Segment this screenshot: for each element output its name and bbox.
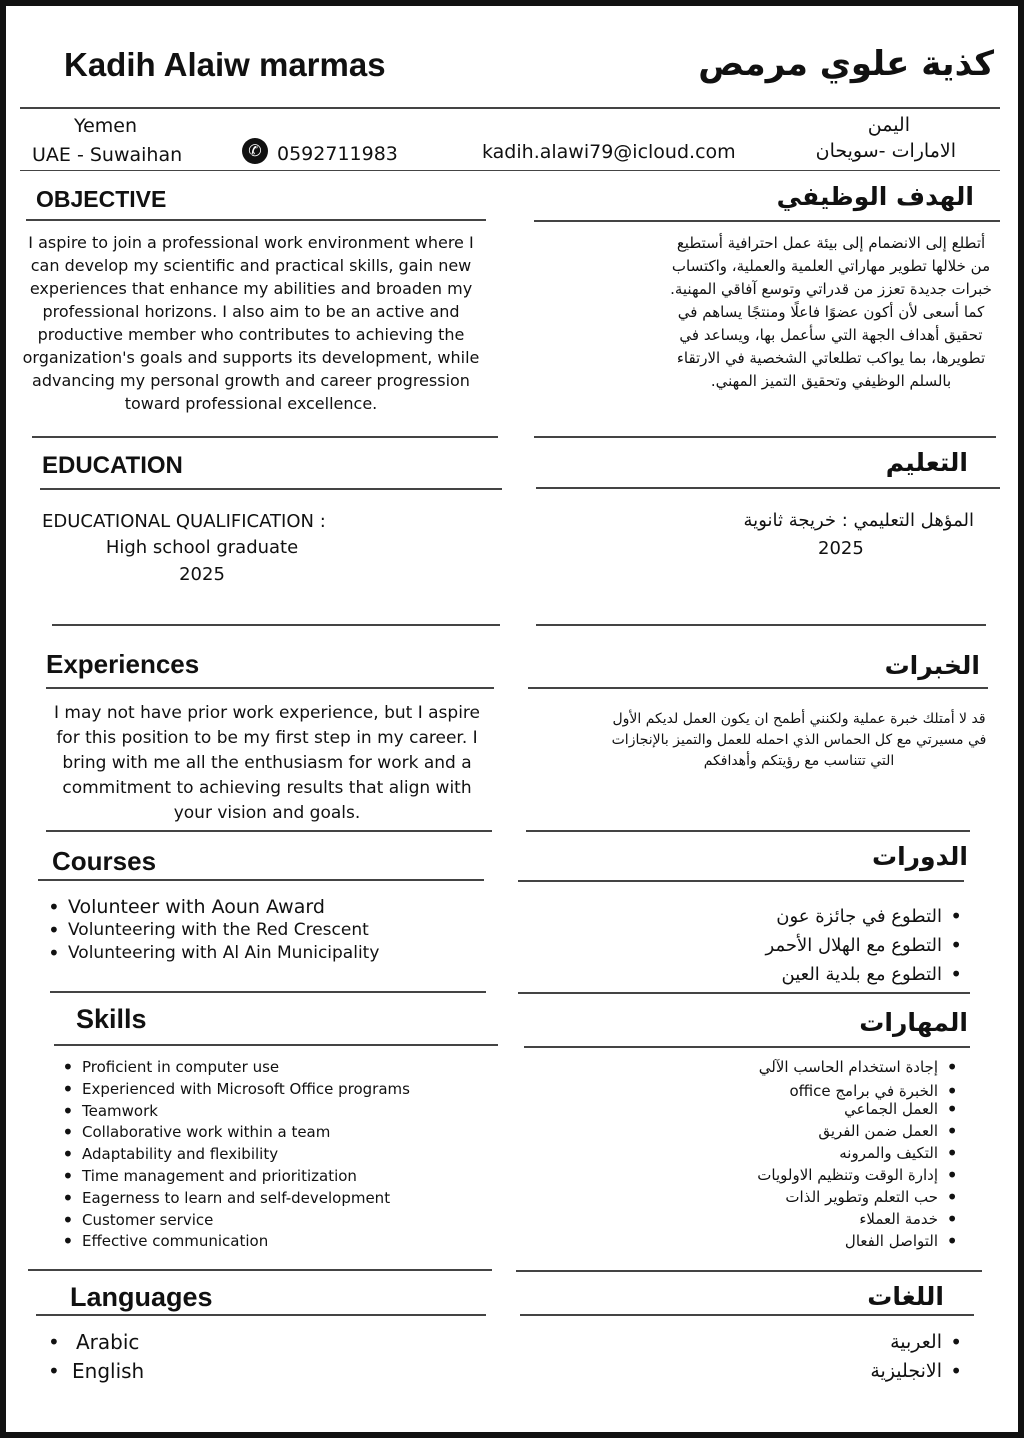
skills-title-en: Skills — [76, 1004, 147, 1034]
skill-item: • Adaptability and flexibility — [60, 1144, 410, 1166]
name-ar: كذية علوي مرمص — [698, 44, 994, 84]
city-ar: الامارات -سويحان — [815, 140, 956, 162]
phone-number: 0592711983 — [277, 143, 398, 165]
language-item: • Arabic — [46, 1328, 144, 1357]
education-label-ar: المؤهل التعليمي : خريجة ثانوية — [743, 510, 974, 531]
objective-title-ar: الهدف الوظيفي — [776, 182, 974, 211]
languages-title-en: Languages — [70, 1282, 213, 1312]
experiences-title-en: Experiences — [46, 649, 200, 679]
language-item: • العربية — [870, 1328, 964, 1357]
course-item: • التطوع مع بلدية العين — [766, 960, 964, 989]
languages-list-ar — [870, 1328, 964, 1386]
course-item: • التطوع مع الهلال الأحمر — [766, 931, 964, 960]
skill-item: • إدارة الوقت وتنظيم الاولويات — [757, 1164, 960, 1186]
skill-item: • التواصل الفعال — [757, 1230, 960, 1252]
languages-list-en — [46, 1328, 144, 1386]
city-en: UAE - Suwaihan — [32, 144, 183, 166]
education-title-en: EDUCATION — [42, 452, 183, 479]
education-title-ar: التعليم — [885, 448, 968, 477]
name-en: Kadih Alaiw marmas — [64, 46, 386, 83]
experiences-title-ar: الخبرات — [884, 651, 980, 680]
objective-title-en: OBJECTIVE — [36, 186, 167, 212]
email: kadih.alawi79@icloud.com — [482, 141, 736, 163]
experiences-text-en: I may not have prior work experience, but I aspire for this position to be my first step in my career. I bring with me all the enthusiasm for work and a commitment to achieving results that align with your vision and goals. — [53, 703, 480, 823]
experiences-text-ar: قد لا أمتلك خبرة عملية ولكنني أطمح ان يكون العمل لديكم الأول في مسيرتي مع كل الحماس الذي احمله للعمل والتميز بالإنجازات التي تتناسب مع رؤيتكم وأهدافكم — [611, 711, 987, 769]
country-ar: اليمن — [867, 114, 910, 136]
skill-item: • إجادة استخدام الحاسب الآلي — [757, 1056, 960, 1078]
skill-item: • Time management and prioritization — [60, 1166, 410, 1188]
skill-item: • Effective communication — [60, 1231, 410, 1253]
course-item: • Volunteering with the Red Crescent — [46, 919, 379, 942]
courses-title-en: Courses — [52, 846, 157, 876]
courses-list-ar — [766, 902, 964, 989]
skill-item: • العمل الجماعي — [757, 1098, 960, 1120]
skills-list-ar — [757, 1056, 960, 1252]
skill-item: • حب التعلم وتطوير الذات — [757, 1186, 960, 1208]
courses-list-en — [46, 896, 379, 965]
skill-item: • Collaborative work within a team — [60, 1122, 410, 1144]
skill-item: • Experienced with Microsoft Office programs — [60, 1079, 410, 1101]
objective-text-en: I aspire to join a professional work environment where I can develop my scientific and practical skills, gain new experiences that enhance my abilities and broaden my professional horizons. I also aim to be an active and productive member who contributes to achieving the organization's goals and supports its development, while advancing my personal growth and career progression toward professional excellence. — [22, 233, 480, 413]
education-label-en: EDUCATIONAL QUALIFICATION : — [42, 511, 326, 532]
skill-item: • التكيف والمرونه — [757, 1142, 960, 1164]
skills-list-en — [60, 1057, 410, 1253]
skill-item: • Teamwork — [60, 1101, 410, 1123]
skills-title-ar: المهارات — [859, 1008, 968, 1037]
country-en: Yemen — [74, 115, 138, 137]
language-item: • الانجليزية — [870, 1357, 964, 1386]
course-item: • Volunteer with Aoun Award — [46, 896, 379, 919]
courses-title-ar: الدورات — [871, 842, 968, 871]
skill-item: • خدمة العملاء — [757, 1208, 960, 1230]
course-item: • التطوع في جائزة عون — [766, 902, 964, 931]
objective-text-ar: أتطلع إلى الانضمام إلى بيئة عمل احترافية أستطيع من خلالها تطوير مهاراتي العلمية والعملية، واكتساب خبرات جديدة تعزز من قدراتي وتوسع آفاقي المهنية. كما أسعى لأن أكون عضوًا فاعلًا ومنتجًا يساهم في تحقيق أهداف الجهة التي سأعمل بها، ويساعد في تطويرها، بما يواكب تطلعاتي الشخصية في الارتقاء بالسلم الوظيفي وتحقيق التميز المهني. — [670, 234, 992, 390]
phone-icon: ✆ — [242, 138, 268, 164]
resume-page — [6, 6, 1018, 1432]
skill-item: • Proficient in computer use — [60, 1057, 410, 1079]
language-item: • English — [46, 1357, 144, 1386]
languages-title-ar: اللغات — [867, 1282, 944, 1311]
skill-item: • الخبرة في برامج office — [757, 1084, 960, 1098]
education-year-ar: 2025 — [818, 538, 864, 559]
skill-item: • Eagerness to learn and self-development — [60, 1188, 410, 1210]
skill-item: • العمل ضمن الفريق — [757, 1120, 960, 1142]
course-item: • Volunteering with Al Ain Municipality — [46, 942, 379, 965]
skill-item: • Customer service — [60, 1210, 410, 1232]
education-value-en: High school graduate 2025 — [105, 537, 299, 585]
